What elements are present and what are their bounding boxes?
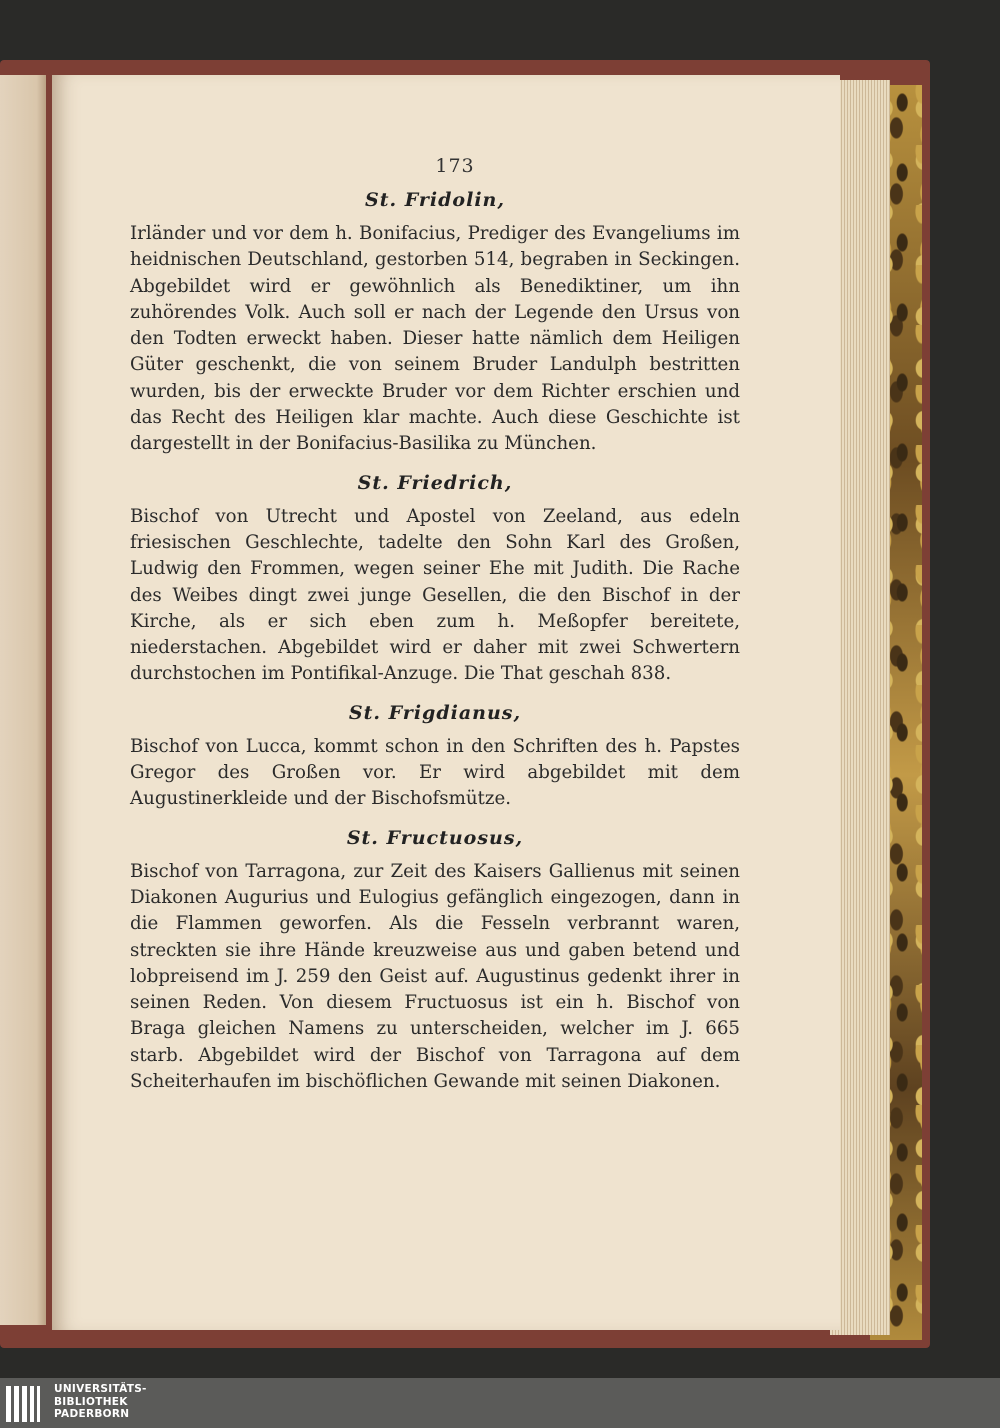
- entry-title: St. Fructuosus,: [346, 826, 524, 849]
- footer-bar: [0, 1378, 1000, 1428]
- book-page: [52, 75, 840, 1330]
- entry-title: St. Friedrich,: [357, 471, 513, 494]
- page-number: 173: [435, 155, 475, 177]
- logo-line: BIBLIOTHEK: [54, 1395, 128, 1408]
- entry-text: Bischof von Tarragona, zur Zeit des Kaisers Gallienus mit seinen Diakonen Augurius und Eulogius gefänglich eingezogen, dann in die Flammen geworfen. Als die Fesseln verbrannt waren, streckten sie ihre Hände kreuzweise aus und gaben betend und lobpreisend im J. 259 den Geist auf. Augustinus gedenkt ihrer in seinen Reden. Von diesem Fructuosus ist ein h. Bischof von Braga gleichen Namens zu unterscheiden, welcher im J. 665 starb. Abgebildet wird der Bischof von Tarragona auf dem Scheiterhaufen im bischöflichen Gewande mit seinen Diakonen.: [130, 860, 740, 1093]
- entry-text: Irländer und vor dem h. Bonifacius, Prediger des Evangeliums im heidnischen Deutschland, gestorben 514, begraben in Seckingen. Abgebildet wird er gewöhnlich als Benediktiner, um ihn zuhörendes Volk. Auch soll er nach der Legende den Ursus von den Todten erweckt haben. Dieser hatte nämlich dem Heiligen Güter geschenkt, die von seinem Bruder Landulph bestritten wurden, bis der erweckte Bruder vor dem Richter erschien und das Recht des Heiligen klar machte. Auch diese Geschichte ist dargestellt in der Bonifacius-Basilika zu München.: [130, 223, 740, 455]
- logo-line: PADERBORN: [54, 1408, 130, 1420]
- left-page-edge: [0, 75, 46, 1325]
- entry-title: St. Frigdianus,: [348, 701, 522, 724]
- page-content: [130, 155, 740, 1109]
- library-logo-icon: [6, 1386, 44, 1422]
- entry-text: Bischof von Lucca, kommt schon in den Schriften des h. Papstes Gregor des Großen vor. Er wird abgebildet mit dem Augustinerkleide und der Bischofsmütze.: [130, 735, 740, 810]
- library-logo-text: [54, 1383, 147, 1421]
- entry-title: St. Fridolin,: [365, 189, 505, 211]
- entry-text: Bischof von Utrecht und Apostel von Zeeland, aus edeln friesischen Geschlechte, tadelte den Sohn Karl des Großen, Ludwig den Frommen, wegen seiner Ehe mit Judith. Die Rache des Weibes dingt zwei junge Gesellen, die den Bischof in der Kirche, als er sich eben zum h. Meßopfer bereitete, niederstachen. Abgebildet wird er daher mit zwei Schwertern durchstochen im Pontifikal-Anzuge. Die That geschah 838.: [130, 505, 740, 685]
- logo-line: UNIVERSITÄTS-: [54, 1383, 147, 1395]
